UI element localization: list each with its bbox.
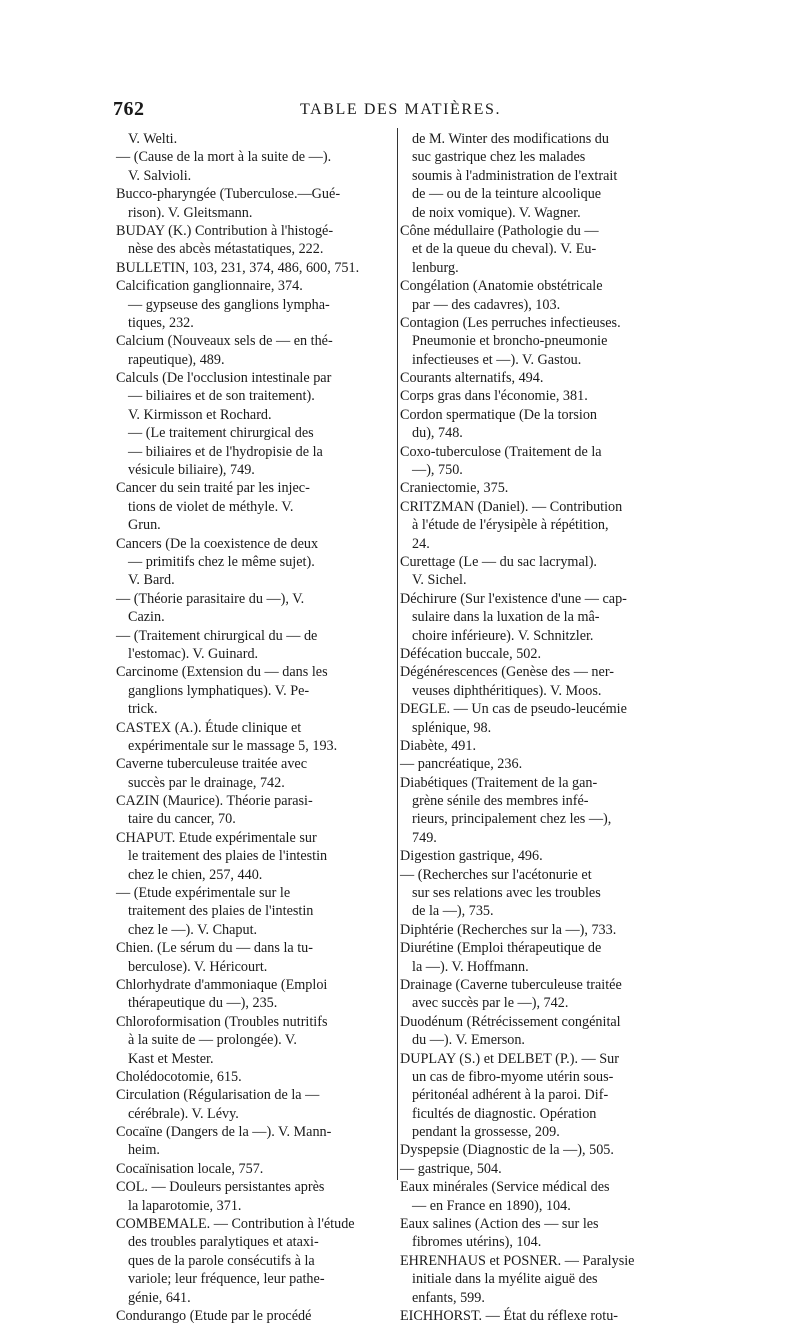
index-line: — (Traitement chirurgical du — de (116, 627, 318, 644)
index-line: Chien. (Le sérum du — dans la tu- (116, 940, 314, 957)
index-line: DUPLAY (S.) et DELBET (P.). — Sur (400, 1050, 619, 1067)
index-line: Calcium (Nouveaux sels de — en thé- (116, 333, 333, 350)
index-line: Cocaïne (Dangers de la —). V. Mann- (116, 1124, 332, 1141)
index-line: Cocaïnisation locale, 757. (116, 1160, 264, 1177)
index-line: Cône médullaire (Pathologie du — (400, 222, 599, 239)
index-line: rieurs, principalement chez les —), (412, 811, 612, 828)
index-line: Diabétiques (Traitement de la gan- (400, 774, 598, 791)
index-line: choire inférieure). V. Schnitzler. (412, 627, 594, 644)
index-line: Cholédocotomie, 615. (116, 1068, 242, 1085)
index-line: — en France en 1890), 104. (412, 1197, 571, 1214)
index-line: Cancers (De la coexistence de deux (116, 535, 319, 552)
index-line: rison). V. Gleitsmann. (128, 204, 253, 221)
index-line: Caverne tuberculeuse traitée avec (116, 756, 308, 773)
index-line: à la suite de — prolongée). V. (128, 1032, 297, 1049)
index-line: — (Cause de la mort à la suite de —). (116, 149, 332, 166)
index-line: initiale dans la myélite aiguë des (412, 1271, 598, 1288)
index-line: Grun. (128, 517, 161, 534)
index-line: CHAPUT. Etude expérimentale sur (116, 829, 317, 846)
index-line: enfants, 599. (412, 1289, 485, 1306)
index-line: l'estomac). V. Guinard. (128, 645, 259, 662)
index-line: — (Etude expérimentale sur le (116, 885, 291, 902)
index-line: splénique, 98. (412, 719, 492, 736)
index-line: Bucco-pharyngée (Tuberculose.—Gué- (116, 186, 341, 203)
index-line: Coxo-tuberculose (Traitement de la (400, 443, 602, 460)
index-line: sulaire dans la luxation de la mâ- (412, 609, 600, 626)
index-line: Courants alternatifs, 494. (400, 370, 544, 387)
index-line: Diphtérie (Recherches sur la —), 733. (400, 921, 617, 938)
index-line: Carcinome (Extension du — dans les (116, 664, 328, 681)
index-line: Contagion (Les perruches infectieuses. (400, 314, 621, 331)
index-line: de M. Winter des modifications du (412, 131, 609, 147)
index-line: COL. — Douleurs persistantes après (116, 1179, 325, 1196)
index-line: ficultés de diagnostic. Opération (412, 1105, 597, 1122)
index-line: — (Recherches sur l'acétonurie et (400, 866, 592, 883)
index-line: CASTEX (A.). Étude clinique et (116, 719, 302, 736)
index-line: tions de violet de méthyle. V. (128, 498, 294, 515)
index-line: un cas de fibro-myome utérin sous- (412, 1068, 614, 1085)
index-line: Curettage (Le — du sac lacrymal). (400, 553, 597, 570)
index-line: — pancréatique, 236. (400, 756, 523, 773)
column-divider (397, 128, 398, 1180)
index-line: — biliaires et de son traitement). (128, 388, 315, 405)
index-line: taire du cancer, 70. (128, 811, 236, 828)
index-column-left (116, 130, 396, 1325)
index-line: Calculs (De l'occlusion intestinale par (116, 370, 332, 387)
index-line: — biliaires et de l'hydropisie de la (128, 443, 323, 460)
index-line: Drainage (Caverne tuberculeuse traitée (400, 976, 622, 993)
index-line: chez le chien, 257, 440. (128, 866, 263, 883)
index-line: Eaux minérales (Service médical des (400, 1179, 610, 1196)
index-line: Diurétine (Emploi thérapeutique de (400, 940, 602, 957)
index-line: de — ou de la teinture alcoolique (412, 186, 602, 203)
index-line: Digestion gastrique, 496. (400, 848, 543, 865)
index-line: V. Bard. (128, 572, 175, 589)
index-line: trick. (128, 701, 158, 718)
index-line: génie, 641. (128, 1289, 191, 1306)
index-line: par — des cadavres), 103. (412, 296, 561, 313)
index-line: Congélation (Anatomie obstétricale (400, 278, 603, 295)
index-line: heim. (128, 1142, 160, 1159)
index-line: du), 748. (412, 425, 463, 442)
index-line: Chlorhydrate d'ammoniaque (Emploi (116, 976, 328, 993)
index-line: Circulation (Régularisation de la — (116, 1087, 320, 1104)
index-line: infectieuses et —). V. Gastou. (412, 351, 582, 368)
index-line: à l'étude de l'érysipèle à répétition, (412, 517, 609, 534)
index-line: fibromes utérins), 104. (412, 1234, 542, 1251)
index-line: variole; leur fréquence, leur pathe- (128, 1271, 325, 1288)
index-line: pendant la grossesse, 209. (412, 1124, 560, 1141)
index-line: Calcification ganglionnaire, 374. (116, 278, 303, 295)
index-line: et de la queue du cheval). V. Eu- (412, 241, 597, 258)
index-line: sur ses relations avec les troubles (412, 885, 601, 902)
index-line: Chloroformisation (Troubles nutritifs (116, 1013, 328, 1030)
index-column-right (400, 130, 692, 1325)
index-line: BULLETIN, 103, 231, 374, 486, 600, 751. (116, 259, 360, 276)
index-line: cérébrale). V. Lévy. (128, 1105, 239, 1122)
index-line: lenburg. (412, 259, 459, 276)
index-line: Diabète, 491. (400, 737, 477, 754)
index-line: CAZIN (Maurice). Théorie parasi- (116, 793, 313, 810)
index-line: veuses diphthéritiques). V. Moos. (412, 682, 602, 699)
index-line: péritonéal adhérent à la paroi. Dif- (412, 1087, 609, 1104)
index-line: Pneumonie et broncho-pneumonie (412, 333, 608, 350)
index-line: EHRENHAUS et POSNER. — Paralysie (400, 1252, 635, 1269)
index-line: thérapeutique du —), 235. (128, 995, 278, 1012)
index-line: Kast et Mester. (128, 1050, 214, 1067)
index-line: V. Sichel. (412, 572, 467, 589)
index-line: Dégénérescences (Genèse des — ner- (400, 664, 614, 681)
index-line: tiques, 232. (128, 314, 194, 331)
index-line: ganglions lymphatiques). V. Pe- (128, 682, 310, 699)
index-line: — gastrique, 504. (400, 1160, 502, 1177)
index-line: avec succès par le —), 742. (412, 995, 569, 1012)
index-line: — (Théorie parasitaire du —), V. (116, 590, 305, 607)
index-line: V. Welti. (128, 131, 178, 147)
index-line: Cancer du sein traité par les injec- (116, 480, 310, 497)
index-line: DEGLE. — Un cas de pseudo-leucémie (400, 701, 627, 718)
index-line: Condurango (Etude par le procédé (116, 1308, 312, 1324)
index-line: Corps gras dans l'économie, 381. (400, 388, 588, 405)
index-line: grène sénile des membres infé- (412, 793, 589, 810)
index-line: le traitement des plaies de l'intestin (128, 848, 328, 865)
index-line: la —). V. Hoffmann. (412, 958, 529, 975)
index-line: rapeutique), 489. (128, 351, 225, 368)
page-number: 762 (113, 98, 145, 120)
index-line: chez le —). V. Chaput. (128, 921, 258, 938)
index-line: EICHHORST. — État du réflexe rotu- (400, 1308, 619, 1324)
index-line: Craniectomie, 375. (400, 480, 509, 497)
index-line: Cordon spermatique (De la torsion (400, 406, 598, 423)
index-line: Dyspepsie (Diagnostic de la —), 505. (400, 1142, 614, 1159)
index-line: —), 750. (412, 462, 463, 479)
index-line: de la —), 735. (412, 903, 494, 920)
index-line: succès par le drainage, 742. (128, 774, 285, 791)
index-line: Déchirure (Sur l'existence d'une — cap- (400, 590, 627, 607)
index-line: — gypseuse des ganglions lympha- (128, 296, 330, 313)
index-line: COMBEMALE. — Contribution à l'étude (116, 1216, 355, 1233)
index-line: BUDAY (K.) Contribution à l'histogé- (116, 222, 334, 239)
index-line: du —). V. Emerson. (412, 1032, 525, 1049)
index-line: soumis à l'administration de l'extrait (412, 167, 618, 184)
index-line: ques de la parole consécutifs à la (128, 1252, 315, 1269)
index-line: de noix vomique). V. Wagner. (412, 204, 581, 221)
index-line: la laparotomie, 371. (128, 1197, 242, 1214)
index-line: vésicule biliaire), 749. (128, 462, 255, 479)
index-line: Duodénum (Rétrécissement congénital (400, 1013, 621, 1030)
running-title: TABLE DES MATIÈRES. (300, 101, 502, 118)
index-line: berculose). V. Héricourt. (128, 958, 268, 975)
index-line: nèse des abcès métastatiques, 222. (128, 241, 324, 258)
index-line: V. Kirmisson et Rochard. (128, 406, 272, 423)
index-line: 24. (412, 535, 430, 552)
index-line: 749. (412, 829, 437, 846)
index-line: Défécation buccale, 502. (400, 645, 542, 662)
index-line: — (Le traitement chirurgical des (128, 425, 314, 442)
index-line: expérimentale sur le massage 5, 193. (128, 737, 338, 754)
index-line: traitement des plaies de l'intestin (128, 903, 314, 920)
index-line: suc gastrique chez les malades (412, 149, 586, 166)
index-line: Eaux salines (Action des — sur les (400, 1216, 599, 1233)
index-line: Cazin. (128, 609, 165, 626)
index-line: — primitifs chez le même sujet). (128, 553, 315, 570)
index-line: des troubles paralytiques et ataxi- (128, 1234, 319, 1251)
index-line: CRITZMAN (Daniel). — Contribution (400, 498, 623, 515)
index-line: V. Salvioli. (128, 167, 192, 184)
